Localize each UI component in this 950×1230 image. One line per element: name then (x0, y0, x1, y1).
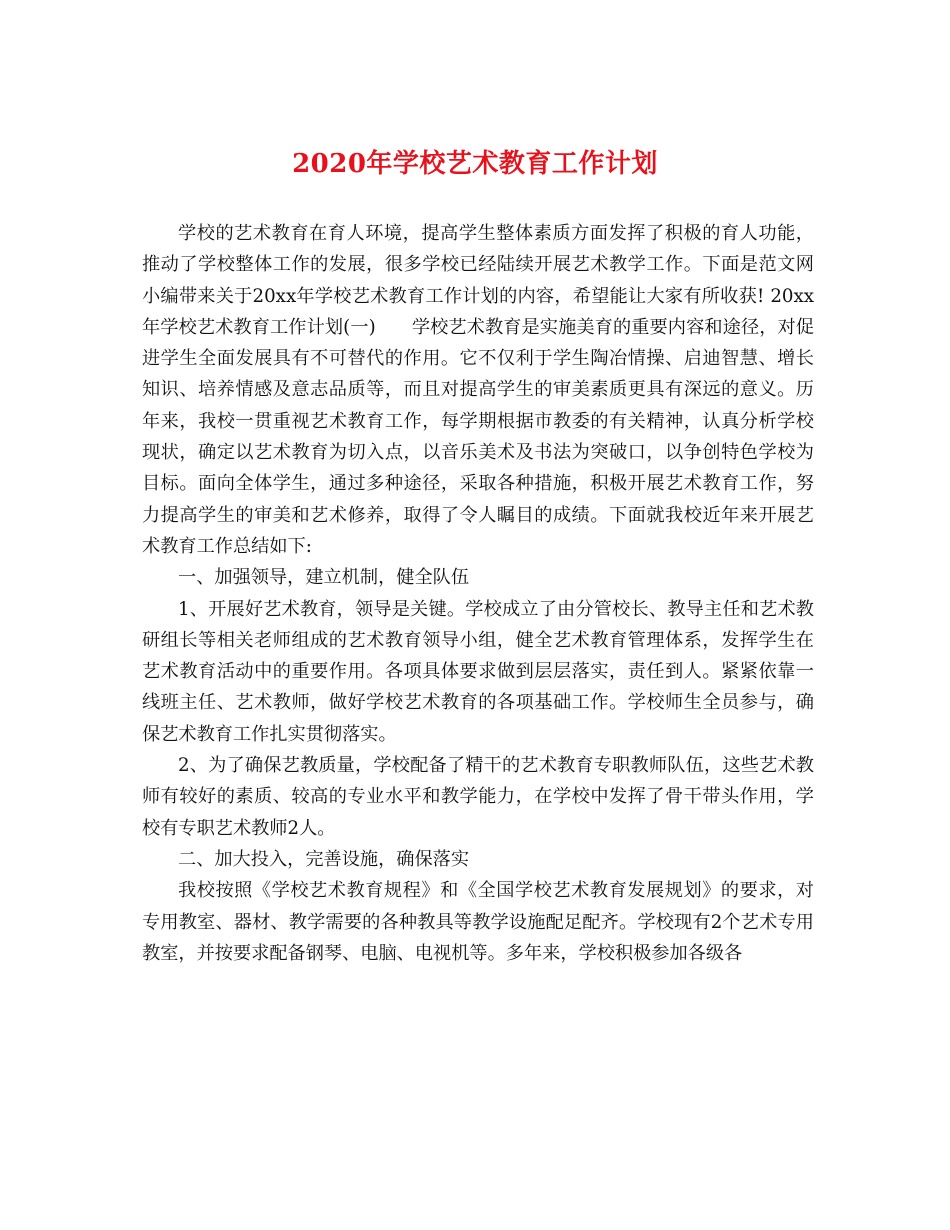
intro-paragraph (142, 218, 814, 562)
section-heading-1: 一、加强领导，建立机制，健全队伍 (178, 567, 470, 589)
intro-text: 学校的艺术教育在育人环境，提高学生整体素质方面发挥了积极的育人功能，推动了学校整体工作的发展，很多学校已经陆续开展艺术教学工作。下面是范文网小编带来关于20xx年学校艺术教育工作计划的内容，希望能让大家有所收获! 20xx年学校艺术教育工作计划(一) (142, 223, 814, 338)
document-title: 2020年学校艺术教育工作计划 (292, 149, 658, 179)
paragraph-1: 1、开展好艺术教育，领导是关键。学校成立了由分管校长、教导主任和艺术教研组长等相关老师组成的艺术教育领导小组，健全艺术教育管理体系，发挥学生在艺术教育活动中的重要作用。各项具体要求做到层层落实，责任到人。紧紧依靠一线班主任、艺术教师，做好学校艺术教育的各项基础工作。学校师生全员参与，确保艺术教育工作扎实贯彻落实。 (142, 598, 814, 745)
paragraph-3: 我校按照《学校艺术教育规程》和《全国学校艺术教育发展规划》的要求，对专用教室、器材、教学需要的各种教具等教学设施配足配齐。学校现有2个艺术专用教室，并按要求配备钢琴、电脑、电视机等。多年来，学校积极参加各级各 (142, 880, 814, 964)
section-heading-2: 二、加大投入，完善设施，确保落实 (178, 848, 470, 870)
document-body (142, 218, 814, 969)
paragraph-2: 2、为了确保艺教质量，学校配备了精干的艺术教育专职教师队伍，这些艺术教师有较好的素质、较高的专业水平和教学能力，在学校中发挥了骨干带头作用，学校有专职艺术教师2人。 (142, 755, 814, 839)
intro-text-continued: 学校艺术教育是实施美育的重要内容和途径，对促进学生全面发展具有不可替代的作用。它不仅利于学生陶冶情操、启迪智慧、增长知识、培养情感及意志品质等，而且对提高学生的审美素质更具有深远的意义。历年来，我校一贯重视艺术教育工作，每学期根据市教委的有关精神，认真分析学校现状，确定以艺术教育为切入点，以音乐美术及书法为突破口，以争创特色学校为目标。面向全体学生，通过多种途径，采取各种措施，积极开展艺术教育工作，努力提高学生的审美和艺术修养，取得了令人瞩目的成绩。下面就我校近年来开展艺术教育工作总结如下: (142, 316, 814, 557)
